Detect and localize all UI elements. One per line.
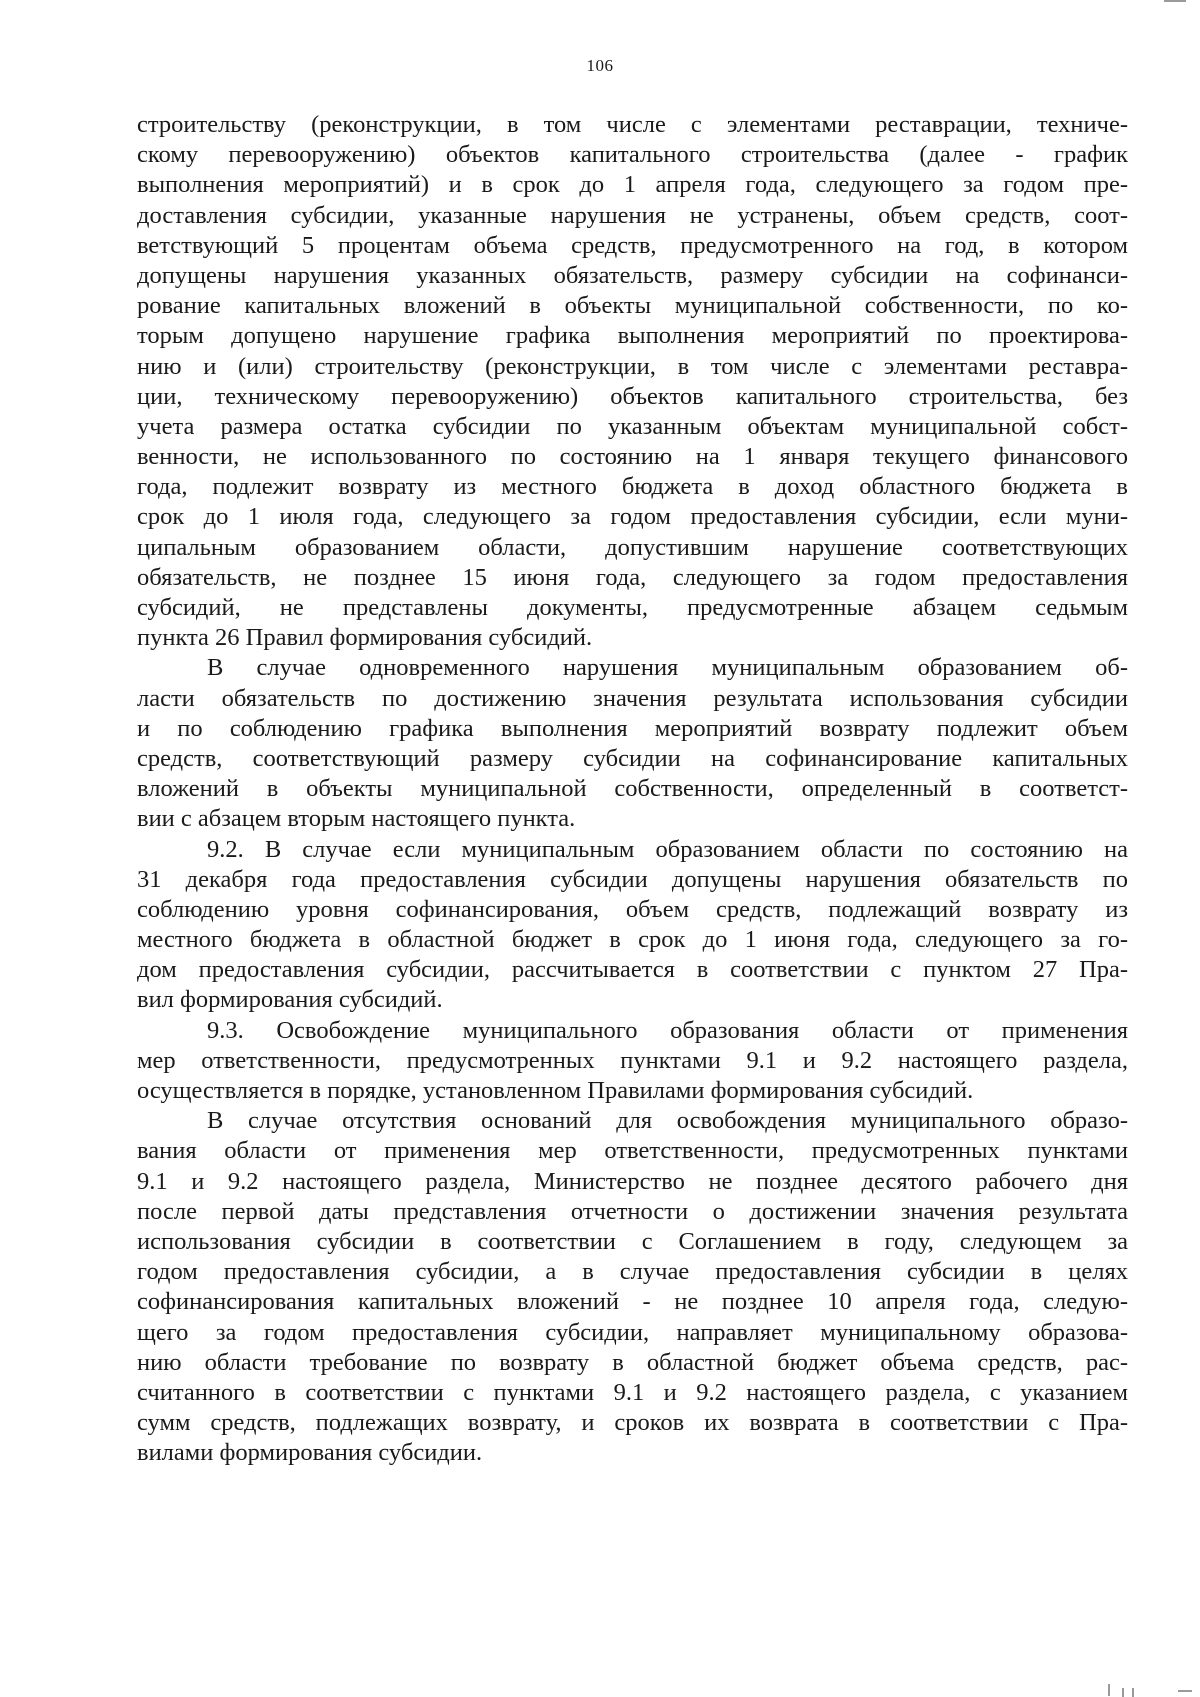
paragraph xyxy=(137,835,1128,1016)
text-line: 9.3. Освобождение муниципального образования области от применения xyxy=(207,1016,1128,1044)
text-line: использования субсидии в соответствии с Соглашением в году, следующем за xyxy=(137,1227,1128,1255)
text-line: пункта 26 Правил формирования субсидий. xyxy=(137,624,593,652)
text-line: дом предоставления субсидии, рассчитывается в соответствии с пунктом 27 Пра- xyxy=(137,956,1128,984)
text-line: вил формирования субсидий. xyxy=(137,986,443,1014)
text-line: считанного в соответствии с пунктами 9.1 и 9.2 настоящего раздела, с указанием xyxy=(137,1378,1128,1406)
text-line: года, подлежит возврату из местного бюджета в доход областного бюджета в xyxy=(137,473,1128,501)
text-line: срок до 1 июля года, следующего за годом предоставления субсидии, если муни- xyxy=(137,503,1128,531)
scan-edge-mark-bottom-left xyxy=(1108,1684,1110,1696)
text-line: ции, техническому перевооружению) объектов капитального строительства, без xyxy=(137,382,1128,410)
text-line: субсидий, не представлены документы, предусмотренные абзацем седьмым xyxy=(137,594,1128,621)
text-line: средств, соответствующий размеру субсидии на софинансирование капитальных xyxy=(137,744,1128,772)
text-line: допущены нарушения указанных обязательств, размеру субсидии на софинанси- xyxy=(137,261,1128,289)
document-body xyxy=(137,110,1128,1468)
text-line: торым допущено нарушение графика выполнения мероприятий по проектирова- xyxy=(137,322,1128,350)
text-line: вилами формирования субсидии. xyxy=(137,1439,483,1467)
text-line: местного бюджета в областной бюджет в срок до 1 июня года, следующего за го- xyxy=(137,926,1128,954)
text-line: ветствующий 5 процентам объема средств, предусмотренного на год, в котором xyxy=(137,231,1128,259)
scan-edge-mark-bottom-mid xyxy=(1122,1688,1124,1697)
scan-edge-mark-corner xyxy=(1178,1690,1192,1692)
text-line: вложений в объекты муниципальной собственности, определенный в соответст- xyxy=(137,775,1128,803)
text-line: софинансирования капитальных вложений - не позднее 10 апреля года, следую- xyxy=(137,1288,1128,1316)
text-line: ласти обязательств по достижению значения результата использования субсидии xyxy=(137,684,1128,712)
text-line: вии с абзацем вторым настоящего пункта. xyxy=(137,805,576,833)
text-line: нию области требование по возврату в областной бюджет объема средств, рас- xyxy=(137,1348,1128,1376)
text-line: выполнения мероприятий) и в срок до 1 апреля года, следующего за годом пре- xyxy=(137,171,1128,199)
text-line: вания области от применения мер ответственности, предусмотренных пунктами xyxy=(137,1137,1128,1165)
paragraph xyxy=(137,1106,1128,1468)
paragraph xyxy=(137,1016,1128,1107)
text-line: строительству (реконструкции, в том числе с элементами реставрации, техниче- xyxy=(137,111,1128,138)
text-line: мер ответственности, предусмотренных пунктами 9.1 и 9.2 настоящего раздела, xyxy=(137,1046,1128,1074)
text-line: 31 декабря года предоставления субсидии допущены нарушения обязательств по xyxy=(137,865,1128,893)
scan-edge-mark-bottom-right xyxy=(1132,1688,1134,1697)
text-line: учета размера остатка субсидии по указанным объектам муниципальной собст- xyxy=(137,412,1128,440)
text-line: венности, не использованного по состоянию на 1 января текущего финансового xyxy=(137,443,1128,471)
text-line: щего за годом предоставления субсидии, направляет муниципальному образова- xyxy=(137,1318,1128,1346)
text-line: соблюдению уровня софинансирования, объем средств, подлежащий возврату из xyxy=(137,895,1128,923)
text-line: В случае одновременного нарушения муниципальным образованием об- xyxy=(207,654,1128,682)
text-line: после первой даты представления отчетности о достижении значения результата xyxy=(137,1197,1128,1225)
text-line: доставления субсидии, указанные нарушения не устранены, объем средств, соот- xyxy=(137,201,1128,229)
scan-edge-mark-top xyxy=(1164,0,1186,2)
text-line: осуществляется в порядке, установленном Правилами формирования субсидий. xyxy=(137,1077,974,1104)
text-line: сумм средств, подлежащих возврату, и сроков их возврата в соответствии с Пра- xyxy=(137,1409,1128,1437)
paragraph xyxy=(137,110,1128,653)
text-line: скому перевооружению) объектов капитального строительства (далее - график xyxy=(137,141,1128,169)
text-line: нию и (или) строительству (реконструкции, в том числе с элементами реставра- xyxy=(137,352,1128,380)
text-line: обязательств, не позднее 15 июня года, следующего за годом предоставления xyxy=(137,563,1128,591)
text-line: рование капитальных вложений в объекты муниципальной собственности, по ко- xyxy=(137,292,1128,320)
text-line: годом предоставления субсидии, а в случае предоставления субсидии в целях xyxy=(137,1258,1128,1286)
text-line: 9.1 и 9.2 настоящего раздела, Министерство не позднее десятого рабочего дня xyxy=(137,1167,1128,1195)
text-line: и по соблюдению графика выполнения мероприятий возврату подлежит объем xyxy=(137,714,1128,742)
paragraph xyxy=(137,653,1128,834)
text-line: В случае отсутствия оснований для освобождения муниципального образо- xyxy=(207,1107,1128,1135)
text-line: ципальным образованием области, допустившим нарушение соответствующих xyxy=(137,533,1128,561)
page-number: 106 xyxy=(586,56,614,75)
text-line: 9.2. В случае если муниципальным образованием области по состоянию на xyxy=(207,835,1128,863)
